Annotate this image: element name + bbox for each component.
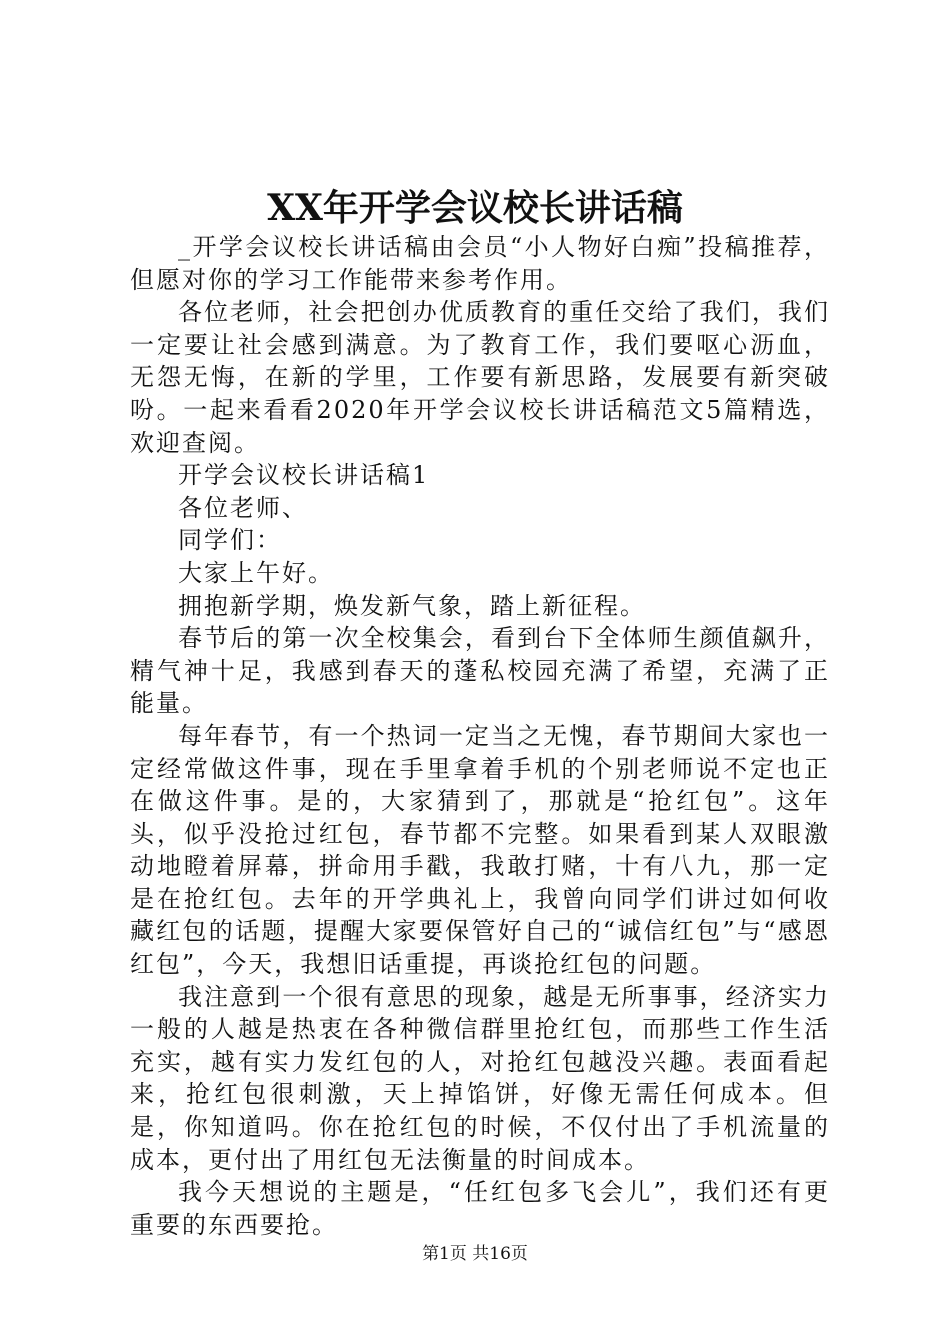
paragraph: _开学会议校长讲话稿由会员“小人物好白痴”投稿推荐，但愿对你的学习工作能带来参考作用。 xyxy=(130,233,830,294)
paragraph: 拥抱新学期，焕发新气象，踏上新征程。 xyxy=(178,591,646,620)
paragraph: 同学们： xyxy=(178,526,282,555)
paragraph: 大家上午好。 xyxy=(178,558,334,587)
paragraph: 各位老师，社会把创办优质教育的重任交给了我们，我们一定要让社会感到满意。为了教育工作，我们要呕心沥血，无怨无悔，在新的学里，工作要有新思路，发展要有新突破吩。一起来看看2020年开学会议校长讲话稿范文5篇精选，欢迎查阅。 xyxy=(130,298,830,457)
document-body xyxy=(130,231,830,1241)
paragraph: 各位老师、 xyxy=(178,493,308,522)
document-title: XX年开学会议校长讲话稿 xyxy=(267,187,683,229)
paragraph: 春节后的第一次全校集会，看到台下全体师生颜值飙升，精气神十足，我感到春天的蓬私校园充满了希望，充满了正能量。 xyxy=(130,624,830,718)
paragraph: 我今天想说的主题是，“任红包多飞会儿”，我们还有更重要的东西要抢。 xyxy=(130,1178,830,1239)
page-footer: 第1页 共16页 xyxy=(422,1244,528,1264)
paragraph: 开学会议校长讲话稿1 xyxy=(178,461,430,490)
paragraph: 每年春节，有一个热词一定当之无愧，春节期间大家也一定经常做这件事，现在手里拿着手机的个别老师说不定也正在做这件事。是的，大家猜到了，那就是“抢红包”。这年头，似乎没抢过红包，春节都不完整。如果看到某人双眼激动地瞪着屏幕，拼命用手戳，我敢打赌，十有八九，那一定是在抢红包。去年的开学典礼上，我曾向同学们讲过如何收藏红包的话题，提醒大家要保管好自己的“诚信红包”与“感恩红包”，今天，我想旧话重提，再谈抢红包的问题。 xyxy=(130,721,830,979)
paragraph: 我注意到一个很有意思的现象，越是无所事事，经济实力一般的人越是热衷在各种微信群里抢红包，而那些工作生活充实，越有实力发红包的人，对抢红包越没兴趣。表面看起来，抢红包很刺激，天上掉馅饼，好像无需任何成本。但是，你知道吗。你在抢红包的时候，不仅付出了手机流量的成本，更付出了用红包无法衡量的时间成本。 xyxy=(130,982,830,1174)
